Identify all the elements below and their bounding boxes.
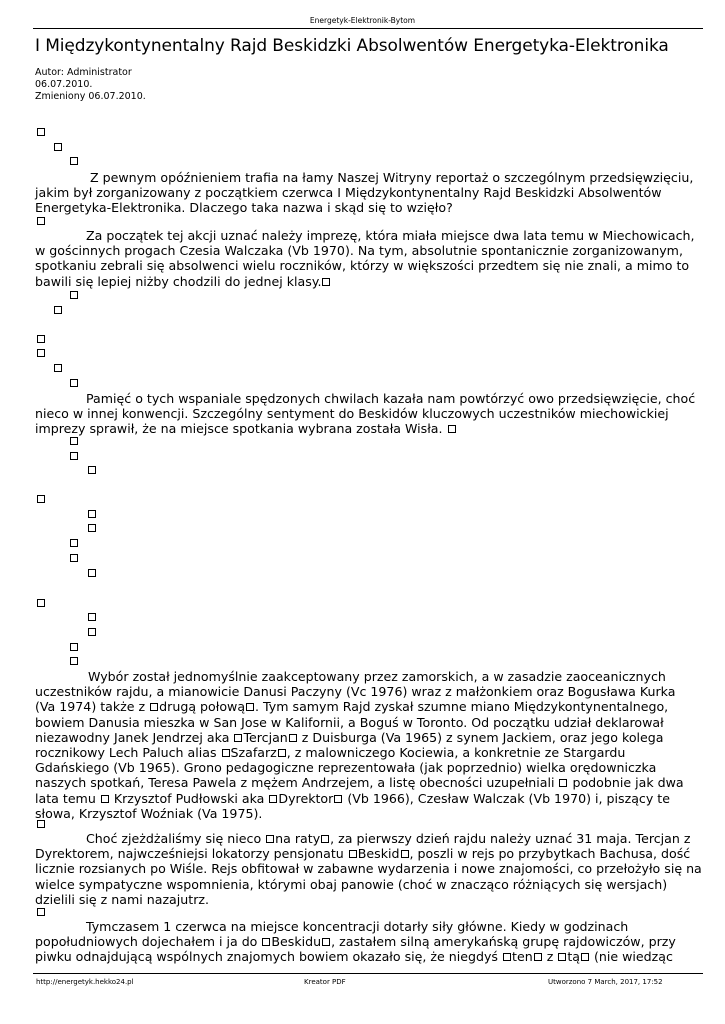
text-segment: . Tym samym Rajd zyskał szumne miano Międzykontynentalnego, [255, 699, 669, 715]
missing-glyph-icon [37, 820, 45, 828]
missing-glyph-icon [289, 734, 297, 742]
missing-glyph-icon [70, 437, 78, 445]
missing-glyph-icon [37, 349, 45, 357]
missing-glyph-icon [70, 291, 78, 299]
missing-glyph-icon [334, 795, 342, 803]
missing-glyph-icon [534, 953, 542, 961]
text-line [35, 934, 685, 949]
text-segment: podobnie jak dwa [568, 775, 684, 791]
text-segment: Krzysztof Pudłowski aka [109, 790, 269, 806]
footer-rule [33, 973, 703, 974]
text-line: jakim był zorganizowany z początkiem czerwca I Międzykontynentalny Rajd Beskidzki Absolwentów [35, 185, 662, 201]
missing-glyph-icon [88, 524, 96, 532]
text-line [35, 846, 691, 862]
text-segment: , poszli w rejs po przybytkach Bachusa, dość [409, 846, 691, 862]
missing-glyph-icon [37, 217, 45, 225]
text-segment: niezawodny Janek Jendrzej aka [35, 729, 234, 745]
text-line: Wybór został jednomyślnie zaakceptowany przez zamorskich, a w zasadzie zaoceanicznych [88, 669, 666, 684]
missing-glyph-icon [88, 466, 96, 474]
text-segment: rocznikowy Lech Paluch alias [35, 744, 221, 760]
text-line: spotkaniu zebrali się absolwenci wielu roczników, którzy w większości przedtem się nie znali, a mimo to [35, 258, 690, 274]
missing-glyph-icon [246, 703, 254, 711]
text-segment: Tercjan [243, 729, 288, 745]
text-line [35, 421, 685, 436]
missing-glyph-icon [581, 953, 589, 961]
text-line: bowiem Danusia mieszka w San Jose w Kalifornii, a Boguś w Toronto. Od początku udział deklarował [35, 714, 664, 730]
missing-glyph-icon [349, 850, 357, 858]
missing-glyph-icon [88, 510, 96, 518]
text-line [35, 730, 685, 745]
missing-glyph-icon [559, 779, 567, 787]
missing-glyph-icon [54, 143, 62, 151]
modified-date: Zmieniony 06.07.2010. [35, 91, 146, 102]
missing-glyph-icon [37, 599, 45, 607]
text-segment: Choć zjeżdżaliśmy się nieco [86, 831, 266, 846]
footer-generator: Kreator PDF [304, 978, 346, 986]
footer-created: Utworzono 7 March, 2017, 17:52 [548, 978, 663, 986]
missing-glyph-icon [269, 795, 277, 803]
missing-glyph-icon [558, 953, 566, 961]
text-line [35, 274, 685, 289]
missing-glyph-icon [70, 657, 78, 665]
text-segment: tą [567, 949, 580, 965]
text-segment: popołudniowych dojechałem i ja do [35, 934, 262, 950]
missing-glyph-icon [150, 703, 158, 711]
text-segment: (Va 1974) także z [35, 699, 150, 715]
paragraph-main-forces [35, 919, 685, 965]
missing-glyph-icon [401, 850, 409, 858]
text-segment: piwku odnajdującą wspólnych znajomych bowiem okazało się, że niegdyś [35, 949, 503, 965]
missing-glyph-icon [266, 835, 274, 843]
missing-glyph-icon [88, 569, 96, 577]
text-line [35, 745, 685, 760]
text-segment: Dyrektor [278, 790, 334, 806]
missing-glyph-icon [234, 734, 242, 742]
page-title: I Międzykontynentalny Rajd Beskidzki Absolwentów Energetyka-Elektronika [35, 36, 669, 56]
text-line: Pamięć o tych wspaniale spędzonych chwilach kazała nam powtórzyć owo przedsięwzięcie, choć [86, 391, 696, 406]
missing-glyph-icon [37, 128, 45, 136]
text-line: licznie rozsianych po Wiśle. Rejs obfitował w zabawne wydarzenia i nowe znajomości, co przełożyło się na [35, 861, 702, 877]
text-segment: imprezy sprawił, że na miejsce spotkania wybrana została Wisła. [35, 421, 443, 437]
paragraph-participants [35, 669, 685, 821]
missing-glyph-icon [322, 938, 330, 946]
missing-glyph-icon [70, 554, 78, 562]
text-line: słowa, Krzysztof Woźniak (Va 1975). [35, 805, 263, 821]
text-segment: lata temu [35, 790, 100, 806]
missing-glyph-icon [70, 452, 78, 460]
text-segment: ten [512, 949, 533, 965]
missing-glyph-icon [54, 306, 62, 314]
text-segment: bawili się lepiej niżby chodzili do jednej klasy. [35, 273, 322, 289]
missing-glyph-icon [37, 335, 45, 343]
text-line: Tymczasem 1 czerwca na miejsce koncentracji dotarły siły główne. Kiedy w godzinach [86, 919, 629, 934]
text-line [35, 775, 685, 790]
text-segment: Beskid [357, 846, 400, 862]
text-line: uczestników rajdu, a mianowicie Danusi Paczyny (Vc 1976) wraz z małżonkiem oraz Bogusława Kurka [35, 684, 676, 700]
text-segment: drugą połową [159, 699, 246, 715]
text-segment: Beskidu [271, 934, 322, 950]
text-line: dzielili się z nami nazajutrz. [35, 891, 209, 907]
text-segment: , z malowniczego Kociewia, a konkretnie ze Stargardu [286, 744, 626, 760]
text-segment: (Vb 1966), Czesław Walczak (Vb 1970) i, piszący te [343, 790, 670, 806]
text-segment: (nie wiedząc [589, 949, 673, 965]
paragraph-memory [35, 391, 696, 437]
missing-glyph-icon [88, 613, 96, 621]
paragraph-origin [35, 228, 695, 289]
publish-date: 06.07.2010. [35, 79, 93, 90]
text-line: Za początek tej akcji uznać należy imprezę, która miała miejsce dwa lata temu w Miechowicach, [86, 228, 695, 243]
text-line: Gdańskiego (Vb 1965). Grono pedagogiczne reprezentowała (jak poprzednio) wielka orędowniczka [35, 760, 657, 776]
text-line: nieco w innej konwencji. Szczególny sentyment do Beskidów kluczowych uczestników miechowickiej [35, 406, 669, 422]
text-line [35, 699, 685, 714]
missing-glyph-icon [321, 835, 329, 843]
text-segment: Dyrektorem, najwcześniejsi lokatorzy pensjonatu [35, 846, 348, 862]
missing-glyph-icon [88, 628, 96, 636]
text-segment: naszych spotkań, Teresa Pawela z mężem Andrzejem, a listę obecności uzupełniali [35, 775, 559, 791]
missing-glyph-icon [70, 379, 78, 387]
missing-glyph-icon [70, 539, 78, 547]
missing-glyph-icon [278, 749, 286, 757]
missing-glyph-icon [322, 278, 330, 286]
missing-glyph-icon [54, 364, 62, 372]
paragraph-intro [35, 170, 694, 216]
text-segment: , za pierwszy dzień rajdu należy uznać 31 maja. Tercjan z [330, 831, 691, 846]
text-segment: z [542, 949, 558, 965]
header-rule [33, 28, 703, 29]
missing-glyph-icon [70, 157, 78, 165]
missing-glyph-icon [37, 908, 45, 916]
missing-glyph-icon [101, 795, 109, 803]
missing-glyph-icon [70, 643, 78, 651]
text-segment: z Duisburga (Va 1965) z synem Jackiem, oraz jego kolega [297, 729, 664, 745]
missing-glyph-icon [448, 425, 456, 433]
missing-glyph-icon [503, 953, 511, 961]
missing-glyph-icon [37, 495, 45, 503]
text-line: w gościnnych progach Czesia Walczaka (Vb 1970). Na tym, absolutnie spontanicznie zorganizowanym, [35, 243, 683, 259]
footer-url: http://energetyk.hekko24.pl [36, 978, 134, 986]
text-line [35, 949, 685, 964]
missing-glyph-icon [222, 749, 230, 757]
paragraph-arrival [35, 831, 702, 907]
missing-glyph-icon [262, 938, 270, 946]
text-line: Z pewnym opóźnieniem trafia na łamy Naszej Witryny reportaż o szczególnym przedsięwzięciu, [90, 170, 694, 185]
text-line [35, 791, 685, 806]
author: Autor: Administrator [35, 67, 132, 78]
text-segment: , zastałem silną amerykańską grupę rajdowiczów, przy [331, 934, 676, 950]
site-header: Energetyk-Elektronik-Bytom [309, 16, 416, 25]
text-segment: na raty [275, 831, 321, 846]
text-line: Energetyka-Elektronika. Dlaczego taka nazwa i skąd się to wzięło? [35, 200, 453, 216]
text-segment: Szafarz [230, 744, 277, 760]
text-line: wielce sympatyczne wspomnienia, którymi obaj panowie (choć w znacząco różniących się wersjach) [35, 876, 668, 892]
